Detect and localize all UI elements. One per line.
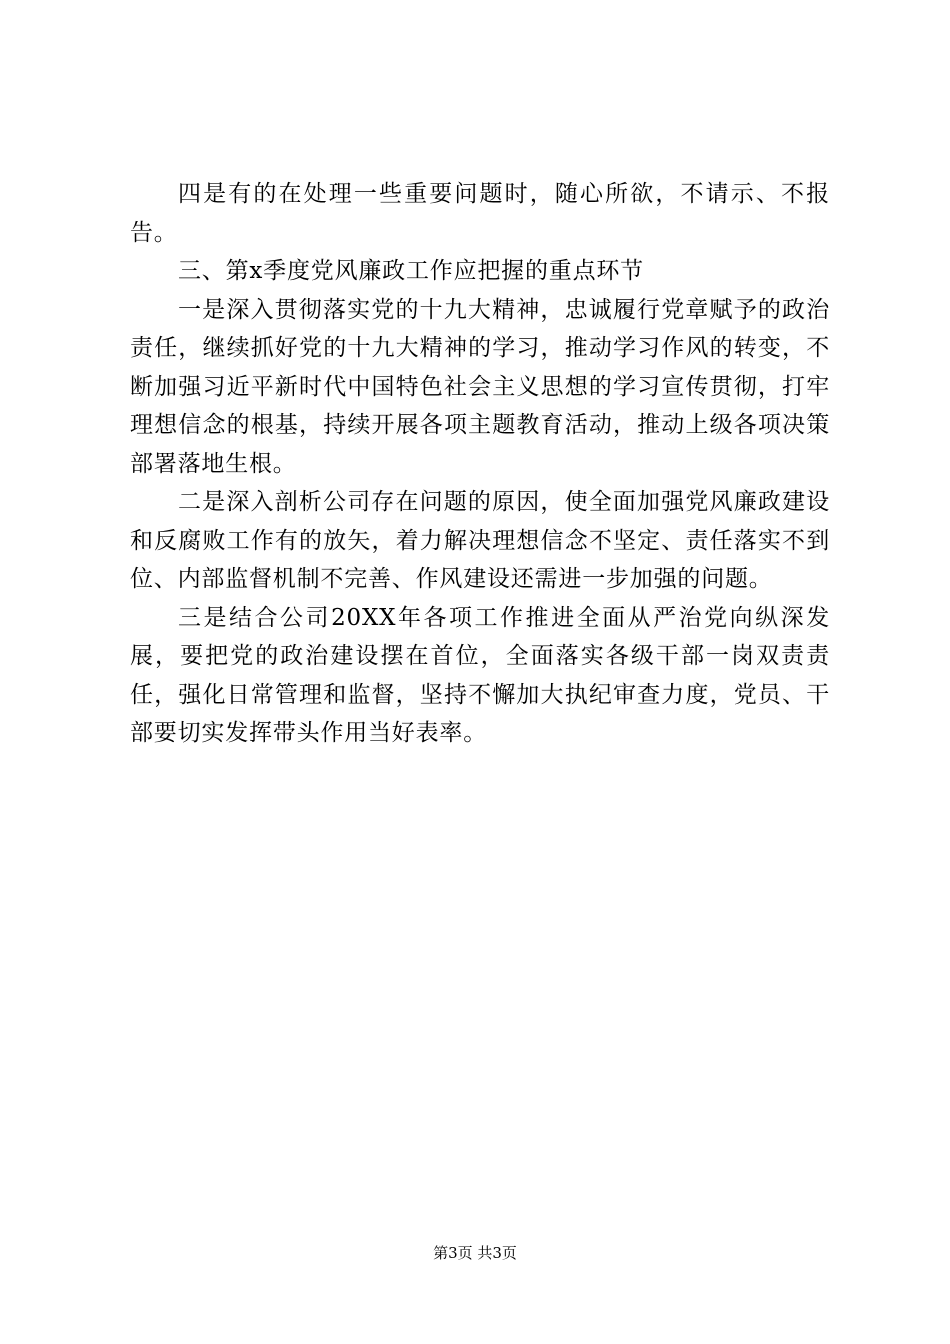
paragraph-point-1: 一是深入贯彻落实党的十九大精神，忠诚履行党章赋予的政治责任，继续抓好党的十九大精神的学习，推动学习作风的转变，不断加强习近平新时代中国特色社会主义思想的学习宣传贯彻，打牢理想信念的根基，持续开展各项主题教育活动，推动上级各项决策部署落地生根。 [130,296,830,477]
page-number-footer: 第3页 共3页 [433,1244,517,1262]
paragraph-point-3: 三是结合公司20XX年各项工作推进全面从严治党向纵深发展，要把党的政治建设摆在首位，全面落实各级干部一岗双责责任，强化日常管理和监督，坚持不懈加大执纪审查力度，党员、干部要切实发挥带头作用当好表率。 [130,604,830,746]
paragraph-item-4: 四是有的在处理一些重要问题时，随心所欲，不请示、不报告。 [130,181,830,246]
document-body [130,175,830,753]
section-heading-3: 三、第x季度党风廉政工作应把握的重点环节 [178,258,644,284]
paragraph-point-2: 二是深入剖析公司存在问题的原因，使全面加强党风廉政建设和反腐败工作有的放矢，着力解决理想信念不坚定、责任落实不到位、内部监督机制不完善、作风建设还需进一步加强的问题。 [130,489,830,592]
